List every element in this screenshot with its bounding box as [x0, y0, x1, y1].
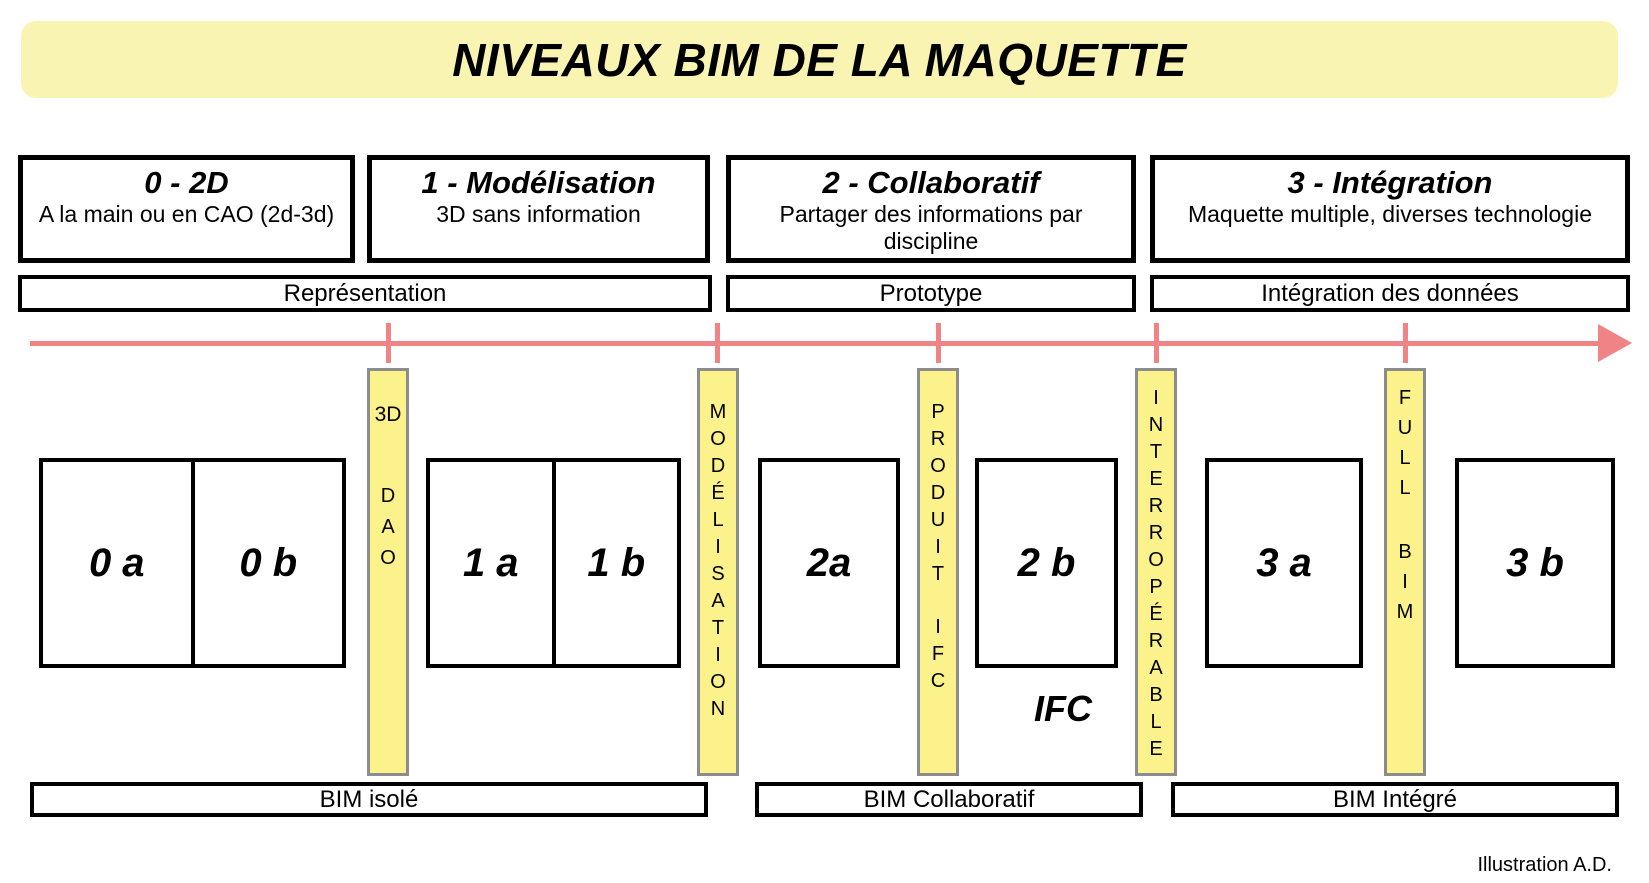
stage-1b: 1 b [552, 462, 678, 664]
stage-box-0 [39, 458, 346, 668]
timeline-arrow-line [30, 341, 1602, 346]
level-2-header-box [726, 155, 1136, 263]
category-bim-collaboratif: BIM Collaboratif [755, 782, 1143, 817]
phase-label-prototype: Prototype [726, 275, 1136, 312]
timeline-tick [1154, 323, 1159, 363]
stage-0b: 0 b [191, 462, 343, 664]
level-0-title: 0 - 2D [144, 165, 229, 200]
timeline-tick [936, 323, 941, 363]
milestone-ifc-label: IFC [927, 616, 949, 697]
timeline-arrowhead-icon [1598, 324, 1632, 362]
phase-label-integration-donnees: Intégration des données [1150, 275, 1630, 312]
milestone-modelisation-label: MODÉLISATION [707, 401, 729, 725]
ifc-annotation: IFC [1034, 688, 1092, 729]
stage-0a: 0 a [88, 540, 145, 585]
stage-2a: 2a [758, 458, 900, 668]
timeline-tick [715, 323, 720, 363]
milestone-interroperable-label: INTERROPÉRABLE [1145, 387, 1167, 765]
level-2-subtitle: Partager des informations par discipline [779, 201, 1083, 254]
level-3-title: 3 - Intégration [1287, 165, 1493, 200]
milestone-produit-label: PRODUIT [927, 401, 949, 590]
milestone-full-label: FULL [1394, 387, 1416, 507]
level-1-title: 1 - Modélisation [421, 165, 656, 200]
milestone-bar-modelisation [697, 368, 739, 776]
illustration-credit: Illustration A.D. [1477, 854, 1612, 876]
category-bim-integre: BIM Intégré [1171, 782, 1619, 817]
level-0-header-box [18, 155, 355, 263]
level-1-subtitle: 3D sans information [436, 201, 641, 228]
milestone-bim-label: BIM [1394, 541, 1416, 631]
level-2-title: 2 - Collaboratif [822, 165, 1040, 200]
level-0-subtitle: A la main ou en CAO (2d-3d) [38, 201, 335, 228]
stage-2b: 2 b [975, 458, 1118, 668]
timeline-tick [1403, 323, 1408, 363]
page-title: NIVEAUX BIM DE LA MAQUETTE [452, 33, 1187, 86]
stage-3a: 3 a [1205, 458, 1363, 668]
milestone-bar-full-bim [1384, 368, 1426, 776]
milestone-dao-label: DAO [377, 485, 399, 578]
milestone-bar-interroperable [1135, 368, 1177, 776]
title-banner [21, 21, 1618, 98]
category-bim-isole: BIM isolé [30, 782, 708, 817]
stage-3b: 3 b [1455, 458, 1615, 668]
phase-label-representation: Représentation [18, 275, 712, 312]
stage-1a: 1 a [462, 540, 519, 585]
level-3-header-box [1150, 155, 1630, 263]
timeline-tick [386, 323, 391, 363]
milestone-3d-label: 3D [374, 403, 402, 426]
milestone-bar-3d-dao [367, 368, 409, 776]
level-1-header-box [367, 155, 710, 263]
milestone-bar-produit-ifc [917, 368, 959, 776]
stage-box-1 [426, 458, 681, 668]
level-3-subtitle: Maquette multiple, diverses technologie [1187, 201, 1592, 228]
